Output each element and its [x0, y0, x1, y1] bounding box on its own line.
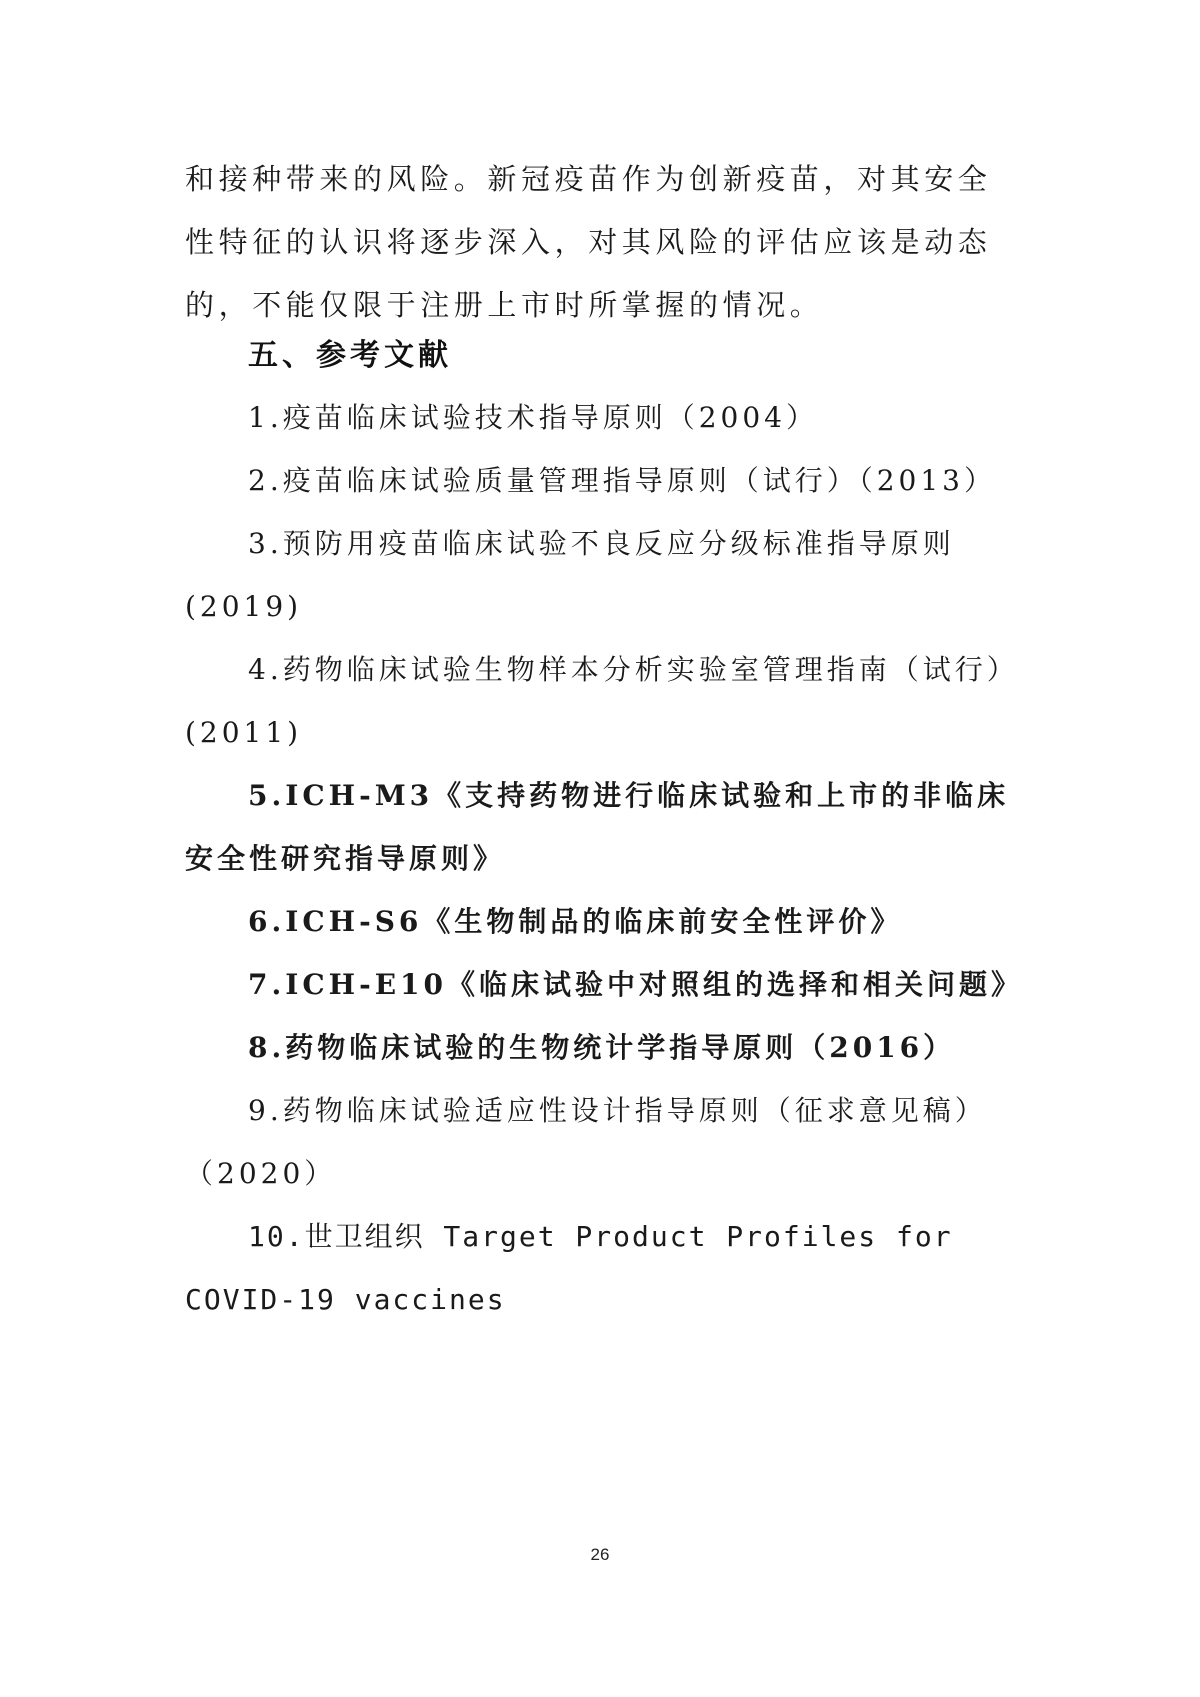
reference-item-9: 9.药物临床试验适应性设计指导原则（征求意见稿）（2020）	[185, 1094, 987, 1190]
reference-item-1: 1.疫苗临床试验技术指导原则（2004）	[248, 401, 818, 434]
intro-paragraph: 和接种带来的风险。新冠疫苗作为创新疫苗，对其安全性特征的认识将逐步深入，对其风险的评估应该是动态的，不能仅限于注册上市时所掌握的情况。	[185, 162, 992, 322]
reference-item-3: 3.预防用疫苗临床试验不良反应分级标准指导原则(2019)	[185, 527, 955, 623]
reference-item-2: 2.疫苗临床试验质量管理指导原则（试行）（2013）	[248, 464, 996, 497]
reference-item-7: 7.ICH-E10《临床试验中对照组的选择和相关问题》	[248, 968, 1023, 1001]
page-number: 26	[590, 1545, 610, 1564]
reference-item-4: 4.药物临床试验生物样本分析实验室管理指南（试行）(2011)	[185, 653, 1019, 749]
reference-item-8: 8.药物临床试验的生物统计学指导原则（2016）	[248, 1031, 956, 1064]
reference-list	[185, 386, 1025, 1331]
section-heading-references: 五、参考文献	[248, 338, 452, 373]
reference-item-5: 5.ICH-M3《支持药物进行临床试验和上市的非临床安全性研究指导原则》	[185, 779, 1010, 875]
reference-item-10: 10.世卫组织 Target Product Profiles for COVID-19 vaccines	[185, 1220, 953, 1316]
reference-item-6: 6.ICH-S6《生物制品的临床前安全性评价》	[248, 905, 903, 938]
